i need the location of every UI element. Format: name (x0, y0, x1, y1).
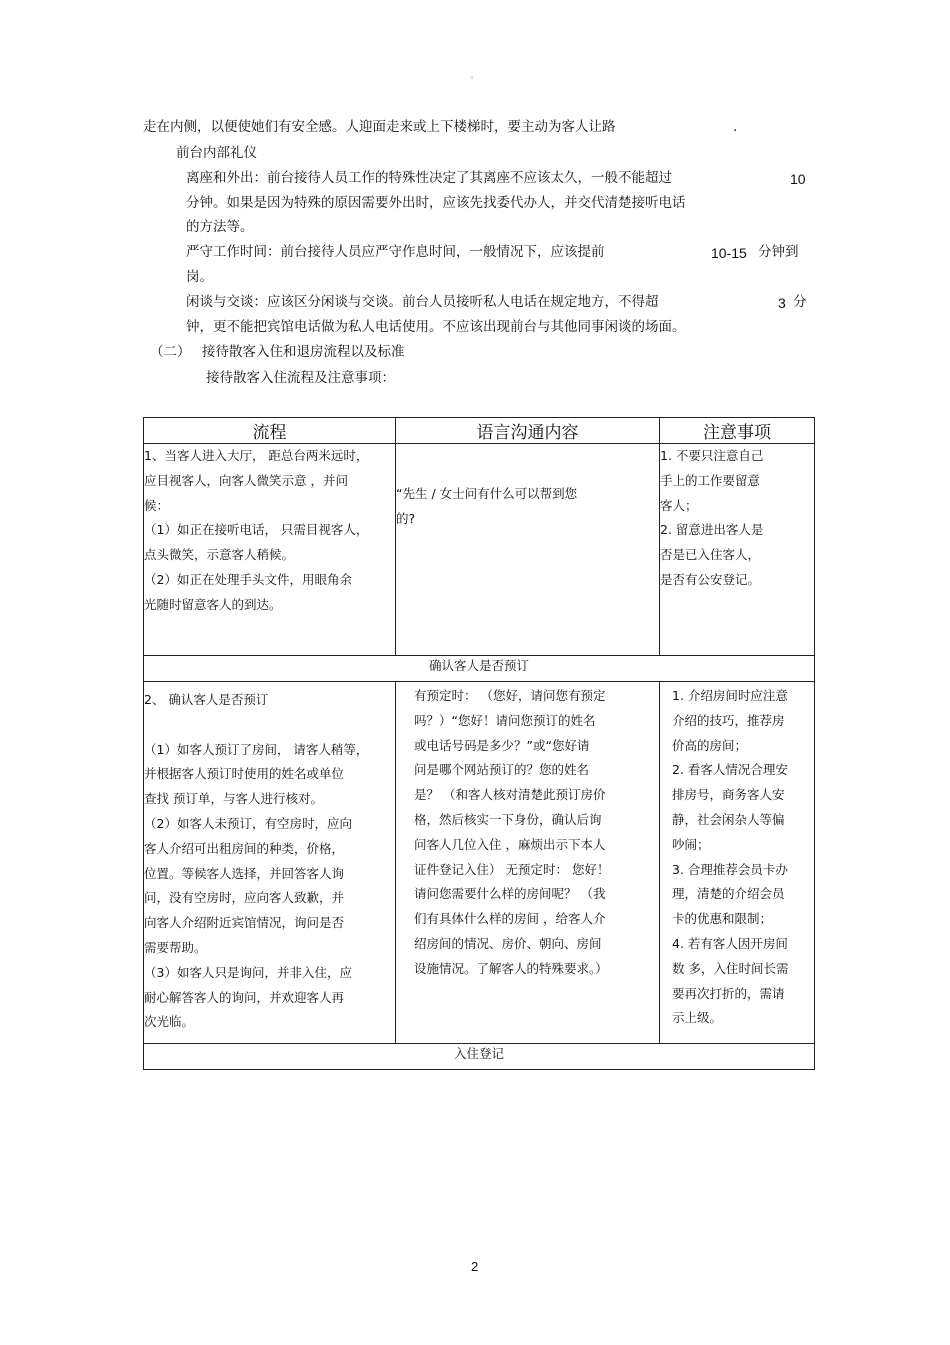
row1-notes: 1. 不要只注意自己 手上的工作要留意 客人； 2. 留意进出客人是 否是已入住客人， 是否有公安登记。 (660, 444, 815, 656)
divider-checkin-registration: 入住登记 (144, 1044, 815, 1070)
header-notes: 注意事项 (660, 418, 815, 444)
time-num: 10-15 (711, 245, 747, 261)
section2-num: （二） (150, 344, 191, 360)
chat-tail: 分 (793, 294, 807, 310)
section2-title: 接待散客入住和退房流程以及标准 (202, 344, 405, 360)
time-line2: 岗。 (186, 269, 213, 285)
page-number: 2 (471, 1259, 479, 1274)
time-tail: 分钟到 (758, 244, 799, 260)
row2-process: 2、 确认客人是否预订 （1）如客人预订了房间， 请客人稍等， 并根据客人预订时使用的姓名或单位 查找 预订单，与客人进行核对。 （2）如客人未预订，有空房时，应向 客人介绍可出租房间的种类，价格， 位置。等候客人选择，并回答客人询 问，没有空房时，应向客人致歉，并 向客人介绍附近宾馆情况，询问是否 需要帮助。 （3）如客人只是询问，并非入住，应 耐心解答客人的询问，并欢迎客人再 次光临。 (144, 682, 396, 1044)
subsection-title: 接待散客入住流程及注意事项： (206, 370, 395, 386)
chat-line1: 闲谈与交谈：应该区分闲谈与交谈。前台人员接听私人电话在规定地方，不得超 (186, 294, 659, 310)
leave-line3: 的方法等。 (186, 219, 254, 235)
divider-row (144, 656, 815, 682)
para-line1: 走在内侧，以便使她们有安全感。人迎面走来或上下楼梯时，要主动为客人让路 (143, 119, 616, 135)
leave-line2: 分钟。如果是因为特殊的原因需要外出时，应该先找委代办人，并交代清楚接听电话 (186, 195, 686, 211)
divider-confirm-booking: 确认客人是否预订 (144, 656, 815, 682)
chat-num: 3 (778, 295, 786, 311)
table-header-row (144, 418, 815, 444)
leave-line1: 离座和外出：前台接待人员工作的特殊性决定了其离座不应该太久，一般不能超过 (186, 170, 672, 186)
chat-line2: 钟，更不能把宾馆电话做为私人电话使用。不应该出现前台与其他同事闲谈的场面。 (186, 319, 686, 335)
row2-speech: 有预定时： （您好，请问您有预定 吗？）“您好！请问您预订的姓名 或电话号码是多少？”或“您好请 问是哪个网站预订的？您的姓名 是？ （和客人核对清楚此预订房价 格，然后核实一下身份，确认后询 问客人几位入住 ，麻烦出示下本人 证件登记入住） 无预定时： 您好！ 请问您需要什么样的房间呢？ （我 们有具体什么样的房间 ，给客人介 绍房间的情况、房价、朝向、房间 设施情况。了解客人的特殊要求。） (396, 682, 660, 1044)
divider-row (144, 1044, 815, 1070)
header-speech: 语言沟通内容 (396, 418, 660, 444)
row2-notes: 1. 介绍房间时应注意 介绍的技巧，推荐房 价高的房间； 2. 看客人情况合理安 排房号，商务客人安 静，社会闲杂人等偏 吵闹； 3. 合理推荐会员卡办 理，清楚的介绍会员 卡的优惠和限制； 4. 若有客人因开房间 数 多，入住时间长需 要再次打折的，需请 示上级。 (660, 682, 815, 1044)
row1-speech: “先生 / 女士问有什么可以帮到您 的? (396, 444, 660, 656)
row1-process: 1、当客人进入大厅， 距总台两米远时， 应目视客人，向客人微笑示意 ，并问 候： （1）如正在接听电话， 只需目视客人， 点头微笑，示意客人稍候。 （2）如正在处理手头文件，用眼角余 光随时留意客人的到达。 (144, 444, 396, 656)
header-mark: 。 (470, 71, 480, 81)
table-row (144, 682, 815, 1044)
table-row (144, 444, 815, 656)
section-title: 前台内部礼仪 (176, 145, 257, 161)
time-line1: 严守工作时间：前台接待人员应严守作息时间，一般情况下，应该提前 (186, 244, 605, 260)
header-process: 流程 (144, 418, 396, 444)
para-line1-end: . (733, 119, 738, 135)
leave-num: 10 (790, 171, 806, 187)
checkin-flow-table (143, 417, 815, 1070)
